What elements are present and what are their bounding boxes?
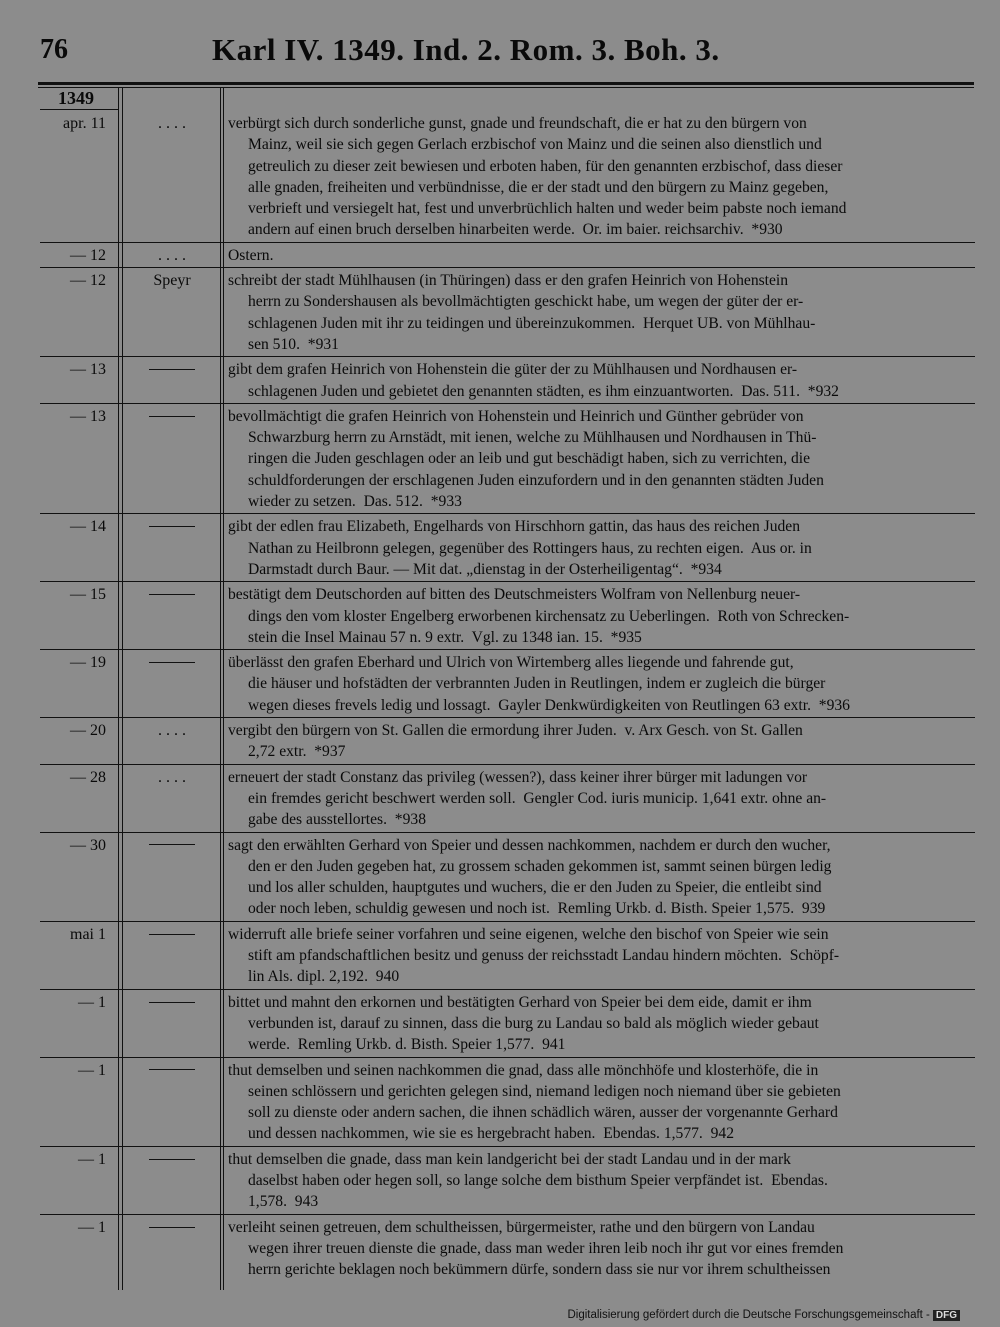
entry-place: . . . . — [158, 246, 186, 264]
entry-text — [228, 516, 944, 580]
entry-text-line: verbürgt sich durch sonderliche gunst, gnade und freundschaft, die er hat zu den bürgern von — [228, 115, 807, 132]
header-rule-thin — [38, 87, 974, 88]
entry-date: — 1 — [78, 1150, 106, 1168]
entry-separator — [40, 764, 975, 765]
entry-text — [228, 270, 944, 355]
entry-text-line: wegen ihrer treuen dienste die gnade, dass man weder ihren leib noch ihr gut vor eines fremden — [248, 1239, 844, 1257]
dfg-logo: DFG — [933, 1310, 960, 1321]
entry-text — [228, 359, 944, 402]
entry-separator — [40, 513, 975, 514]
footer-text: Digitalisierung gefördert durch die Deutsche Forschungsgemeinschaft - — [567, 1309, 930, 1321]
ditto-dash — [149, 1002, 195, 1003]
header-rule — [38, 82, 974, 85]
entry-text-line: thut demselben und seinen nachkommen die gnad, dass alle mönchhöfe und klosterhöfe, die in — [228, 1061, 819, 1079]
entry-text-line: vergibt den bürgern von St. Gallen die ermordung ihrer Juden. v. Arx Gesch. von St. Gallen — [228, 722, 803, 740]
entry-text — [228, 835, 944, 920]
entry-date: mai 1 — [70, 925, 106, 943]
entry-separator — [40, 403, 975, 404]
entry-date: — 28 — [70, 768, 106, 786]
entry-text-line: Schwarzburg herrn zu Arnstädt, mit ienen, welche zu Mühlhausen und Nordhausen in Thü- — [248, 429, 817, 447]
entry-date: — 12 — [70, 246, 106, 264]
entry-text — [228, 113, 944, 241]
column-divider — [118, 88, 119, 1290]
entry-text-line: gibt der edlen frau Elizabeth, Engelhards von Hirschhorn gattin, das haus des reichen Juden — [228, 518, 801, 536]
entry-place: . . . . — [158, 768, 186, 786]
ditto-dash — [149, 369, 195, 370]
entry-text — [228, 406, 944, 512]
entry-place — [124, 1060, 220, 1081]
entry-text — [228, 767, 944, 831]
entry-text-line: schlagenen Juden und gebietet den genannten städten, es ihm einzuantworten. Das. 511. *932 — [248, 382, 839, 400]
entry-place — [124, 652, 220, 673]
entry-text-line: stein die Insel Mainau 57 n. 9 extr. Vgl. zu 1348 ian. 15. *935 — [248, 628, 642, 646]
entry-text-line: den er den Juden gegeben hat, zu grossem schaden gekommen ist, sammt seinen bürgen ledig — [248, 857, 832, 875]
column-divider — [220, 88, 221, 1290]
entry-place — [124, 584, 220, 605]
entry-place — [124, 516, 220, 537]
ditto-dash — [149, 1159, 195, 1160]
entry-text-line: gabe des ausstellortes. *938 — [248, 811, 426, 829]
entry-text-line: bittet und mahnt den erkornen und bestätigten Gerhard von Speier bei dem eide, damit er ihm — [228, 993, 812, 1011]
entry-date: — 1 — [78, 1061, 106, 1079]
ditto-dash — [149, 1227, 195, 1228]
entry-text-line: sagt den erwählten Gerhard von Speier und dessen nachkommen, nachdem er durch den wucher, — [228, 836, 831, 854]
entry-date: — 15 — [70, 586, 106, 604]
entry-text — [228, 652, 944, 716]
entry-text-line: seinen schlössern und gerichten gelegen sind, niemand ledigen noch niemand über sie gebieten — [248, 1082, 841, 1100]
ditto-dash — [149, 662, 195, 663]
entry-date: — 20 — [70, 722, 106, 740]
entry-text-line: bevollmächtigt die grafen Heinrich von Hohenstein und Heinrich und Günther gebrüder von — [228, 407, 804, 425]
entry-text — [228, 924, 944, 988]
entry-text-line: und dessen nachkommen, wie sie es hergebracht haben. Ebendas. 1,577. 942 — [248, 1125, 735, 1143]
ditto-dash — [149, 594, 195, 595]
year-rule — [40, 109, 118, 110]
entry-text — [228, 1217, 944, 1281]
ditto-dash — [149, 1069, 195, 1070]
entry-text-line: erneuert der stadt Constanz das privileg (wessen?), dass keiner ihrer bürger mit ladungen vor — [228, 768, 808, 786]
entry-place: . . . . — [158, 722, 186, 740]
entry-text-line: überlässt den grafen Eberhard und Ulrich von Wirtemberg alles liegende und fahrende gut, — [228, 654, 794, 672]
entry-separator — [40, 267, 975, 268]
entry-separator — [40, 1214, 975, 1215]
entry-text-line: verbunden ist, darauf zu sinnen, dass die burg zu Landau so bald als möglich wieder gebaut — [248, 1014, 819, 1032]
entry-date: — 1 — [78, 993, 106, 1011]
entry-text-line: schreibt der stadt Mühlhausen (in Thüringen) dass er den grafen Heinrich von Hohenstein — [228, 272, 789, 290]
entry-text-line: und los aller schulden, hauptgutes und wuchers, die er den Juden zu Speier, die entleibt sind — [248, 879, 822, 897]
entry-place — [124, 406, 220, 427]
entry-text — [228, 992, 944, 1056]
entry-separator — [40, 242, 975, 243]
entry-date: — 1 — [78, 1218, 106, 1236]
entry-text — [228, 1060, 944, 1145]
entry-text-line: 1,578. 943 — [248, 1193, 319, 1211]
entry-text-line: daselbst haben oder hegen soll, so lange solche dem bisthum Speier verpfändet ist. Ebendas. — [248, 1172, 828, 1190]
entry-text-line: stift am pfandschaftlichen besitz und genuss der reichsstadt Landau hindern möchten. Schöpf- — [248, 947, 840, 965]
entry-text-line: bestätigt dem Deutschorden auf bitten des Deutschmeisters Wolfram von Nellenburg neuer- — [228, 586, 801, 604]
entry-place — [124, 924, 220, 945]
ditto-dash — [149, 416, 195, 417]
ditto-dash — [149, 844, 195, 845]
entry-text-line: oder noch leben, schuldig gewesen und noch ist. Remling Urkb. d. Bisth. Speier 1,575. 939 — [248, 900, 826, 918]
ditto-dash — [149, 934, 195, 935]
page-number: 76 — [40, 34, 68, 65]
column-divider — [122, 88, 123, 1290]
entry-text-line: herrn gerichte beklagen noch bekümmern dürfe, sondern dass sie nur vor ihrem schultheissen — [248, 1261, 831, 1279]
footer-credit — [567, 1309, 960, 1321]
entry-separator — [40, 581, 975, 582]
entry-text-line: dings den vom kloster Engelberg erworbenen kirchensatz zu Ueberlingen. Roth von Schrecken- — [248, 607, 850, 625]
entry-text-line: schuldforderungen der erschlagenen Juden einzufordern und in den genannten städten Juden — [248, 471, 824, 489]
ditto-dash — [149, 526, 195, 527]
entry-separator — [40, 989, 975, 990]
entry-place — [124, 992, 220, 1013]
running-head: Karl IV. 1349. Ind. 2. Rom. 3. Boh. 3. — [212, 32, 720, 67]
year-heading: 1349 — [58, 88, 94, 108]
entry-text — [228, 1149, 944, 1213]
entry-text — [228, 584, 944, 648]
entry-separator — [40, 921, 975, 922]
entry-text-line: verbrieft und versiegelt hat, fest und unverbrüchlich halten und weder beim pabste noch iemand — [248, 200, 847, 218]
entry-place: Speyr — [153, 272, 191, 290]
entry-text-line: widerruft alle briefe seiner vorfahren und seine eigenen, welche den bischof von Speier wie sein — [228, 925, 829, 943]
entry-separator — [40, 1146, 975, 1147]
entry-text-line: gibt dem grafen Heinrich von Hohenstein die güter der zu Mühlhausen und Nordhausen er- — [228, 361, 798, 379]
entry-text-line: die häuser und hofstädten der verbrannten Juden in Reutlingen, indem er zugleich die bürger — [248, 675, 826, 693]
entry-text-line: ringen die Juden geschlagen oder an leib und gut beschädigt haben, sich zu verrichten, die — [248, 450, 811, 468]
entry-text-line: ein fremdes gericht beschwert werden soll. Gengler Cod. iuris municip. 1,641 extr. ohne an- — [248, 789, 827, 807]
entry-separator — [40, 649, 975, 650]
entry-date: — 19 — [70, 654, 106, 672]
entry-text-line: thut demselben die gnade, dass man kein landgericht bei der stadt Landau und in der mark — [228, 1150, 791, 1168]
entry-text-line: sen 510. *931 — [248, 335, 339, 353]
entry-date: — 14 — [70, 518, 106, 536]
entry-text-line: Nathan zu Heilbronn gelegen, gegenüber des Rottingers haus, zu rechten eigen. Aus or. in — [248, 539, 812, 557]
entry-text-line: 2,72 extr. *937 — [248, 743, 346, 761]
entry-separator — [40, 1057, 975, 1058]
entry-place — [124, 835, 220, 856]
entry-separator — [40, 356, 975, 357]
entry-place — [124, 359, 220, 380]
entry-date: apr. 11 — [63, 115, 106, 132]
entry-text-line: Ostern. — [228, 246, 274, 264]
entry-text-line: herrn zu Sondershausen als bevollmächtigten geschickt habe, um wegen der güter der er- — [248, 293, 804, 311]
entry-text-line: verleiht seinen getreuen, dem schultheissen, bürgermeister, rathe und den bürgern von Landau — [228, 1218, 815, 1236]
entry-text-line: wegen dieses frevels ledig und lossagt. Gayler Denkwürdigkeiten von Reutlingen 63 extr. *936 — [248, 696, 850, 714]
entry-text-line: lin Als. dipl. 2,192. 940 — [248, 968, 400, 986]
entry-date: — 12 — [70, 272, 106, 290]
entry-text-line: Darmstadt durch Baur. — Mit dat. „dienstag in der Osterheiligentag“. *934 — [248, 560, 722, 578]
entry-text-line: soll zu dienste oder andern sachen, die ihnen schädlich wären, ausser der vorgenannte Gerhard — [248, 1104, 838, 1122]
entry-place — [124, 1217, 220, 1238]
entry-text-line: andern auf einen bruch derselben hinarbeiten werde. Or. im baier. reichsarchiv. *930 — [248, 221, 783, 239]
entry-date: — 30 — [70, 836, 106, 854]
entry-text-line: getreulich zu dieser zeit bewiesen und erboten haben, für den genannten erzbischof, dass dieser — [248, 157, 843, 175]
entry-text-line: wieder zu setzen. Das. 512. *933 — [248, 493, 462, 511]
entry-text-line: werde. Remling Urkb. d. Bisth. Speier 1,577. 941 — [248, 1036, 566, 1054]
entry-date: — 13 — [70, 407, 106, 425]
entry-text-line: Mainz, weil sie sich gegen Gerlach erzbischof von Mainz und die seinen also dienstlich und — [248, 136, 822, 154]
entry-text — [228, 720, 944, 763]
entry-place: . . . . — [158, 115, 186, 132]
entry-text-line: alle gnaden, freiheiten und verbündnisse, die er der stadt und den bürgern zu Mainz gegeben, — [248, 178, 829, 196]
entry-text-line: schlagenen Juden mit ihr zu teidingen und übereinzukommen. Herquet UB. von Mühlhau- — [248, 314, 816, 332]
entry-place — [124, 1149, 220, 1170]
entry-text — [228, 245, 944, 266]
entry-separator — [40, 717, 975, 718]
entry-separator — [40, 832, 975, 833]
column-divider — [223, 88, 224, 1290]
entry-date: — 13 — [70, 361, 106, 379]
